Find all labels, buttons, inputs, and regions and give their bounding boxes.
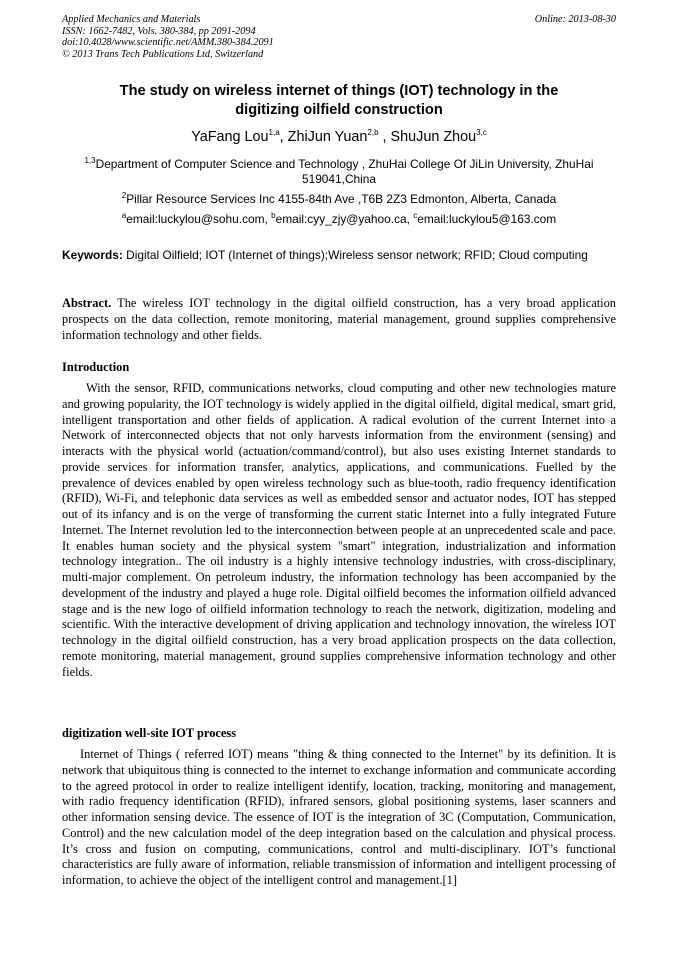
keywords-label: Keywords: xyxy=(62,248,123,262)
abstract-label: Abstract. xyxy=(62,296,112,310)
email-c: email:luckylou5@163.com xyxy=(417,212,557,226)
author-affiliation-mark: 2,b xyxy=(367,128,379,138)
author-name: YaFang Lou xyxy=(191,129,269,145)
email-b: email:cyy_zjy@yahoo.ca, xyxy=(275,212,414,226)
author-affiliation-mark: 1,a xyxy=(268,128,280,138)
author-list xyxy=(62,128,616,146)
affiliation-1 xyxy=(62,157,616,187)
title-line-2: digitizing oilfield construction xyxy=(235,102,443,118)
issn-line: ISSN: 1662-7482, Vols. 380-384, pp 2091-2094 xyxy=(62,25,256,37)
section-heading-introduction: Introduction xyxy=(62,360,130,374)
title-line-1: The study on wireless internet of things (IOT) technology in the xyxy=(119,83,559,99)
email-mark: c xyxy=(413,211,418,221)
affiliation-mark: 2 xyxy=(121,191,127,201)
copyright-line: © 2013 Trans Tech Publications Ltd, Switzerland xyxy=(62,48,264,60)
abstract xyxy=(62,296,616,343)
author-separator: , xyxy=(279,129,288,145)
affiliation-2 xyxy=(62,192,616,207)
online-date: Online: 2013-08-30 xyxy=(534,14,616,25)
author-affiliation-mark: 3,c xyxy=(476,128,487,138)
author-name: ShuJun Zhou xyxy=(390,129,477,145)
section-heading-well-site-iot: digitization well-site IOT process xyxy=(62,726,237,740)
email-mark: a xyxy=(121,211,127,221)
affiliation-mark: 1,3 xyxy=(84,156,96,166)
well-site-iot-paragraph: Internet of Things ( referred IOT) means "thing & thing connected to the Internet" by its definition. It is network that ubiquitous thing is connected to the internet to exchange information and communicate according to the agreed protocol in order to realize intelligent identify, location, tracking, monitoring and management, with radio frequency identification (RFID), infrared sensors, global positioning systems, laser scanners and other information sensing device. The essence of IOT is the integration of 3C (Computation, Communication, Control) and the new calculation model of the deep integration based on the calculation and physical process. It’s cross and fusion on computing, communications, control and multi-disciplinary. IOT’s functional characteristics are fully aware of information, reliable transmission of information and intelligent processing of information, to achieve the object of the intelligent control and management.[1] xyxy=(62,747,616,887)
affiliation-text: Department of Computer Science and Technology , ZhuHai College Of JiLin University, ZhuHai 519041,China xyxy=(95,157,594,186)
keywords-text: Digital Oilfield; IOT (Internet of things);Wireless sensor network; RFID; Cloud computing xyxy=(122,248,588,262)
author-name: ZhiJun Yuan xyxy=(287,129,368,145)
doi-line: doi:10.4028/www.scientific.net/AMM.380-384.2091 xyxy=(62,37,274,49)
email-mark: b xyxy=(271,211,276,221)
introduction-paragraph: With the sensor, RFID, communications networks, cloud computing and other new technologies mature and growing popularity, the IOT technology is widely applied in the digital oilfield, digital medical, smart grid, intelligent transportation and other fields of application. A radical evolution of the current Internet into a Network of interconnected objects that not only harvests information from the environment (sensing) and interacts with the physical world (actuation/command/control), but also uses existing Internet standards to provide services for information transfer, analytics, applications, and communications. Fuelled by the prevalence of devices enabled by open wireless technology such as blue-tooth, radio frequency identification (RFID), Wi-Fi, and telephonic data services as well as embedded sensor and actuator nodes, IOT has stepped out of its infancy and is on the verge of transforming the current static Internet into a fully integrated Future Internet. The Internet revolution led to the interconnection between people at an unprecedented scale and pace. It enables human society and the physical system "smart" integration, industrialization and information technology integration.. The oil industry is a highly intensive technology industries, with cross-disciplinary, multi-major complement. On petroleum industry, the information technology has been accompanied by the development of the industry and played a huge role. Digital oilfield becomes the information oilfield advanced stage and is the new logo of oilfield information technology to reach the network, digitization, modeling and scientific. With the interactive development of driving application and technology innovation, the wireless IOT technology in the digital oilfield construction, has a very broad application prospects on the data collection, remote monitoring, material management, ground supplies comprehensive information technology and other fields. xyxy=(62,381,616,679)
affiliation-text: Pillar Resource Services Inc 4155-84th Ave ,T6B 2Z3 Edmonton, Alberta, Canada xyxy=(126,192,557,206)
email-list xyxy=(62,212,616,227)
keywords xyxy=(62,248,616,263)
journal-name: Applied Mechanics and Materials xyxy=(62,14,201,25)
paper-title xyxy=(62,82,616,120)
abstract-text: The wireless IOT technology in the digital oilfield construction, has a very broad application prospects on the data collection, remote monitoring, material management, ground supplies comprehensive information technology and other fields. xyxy=(62,296,616,342)
author-separator: , xyxy=(378,129,391,145)
email-a: email:luckylou@sohu.com, xyxy=(126,212,272,226)
journal-header xyxy=(62,14,616,60)
